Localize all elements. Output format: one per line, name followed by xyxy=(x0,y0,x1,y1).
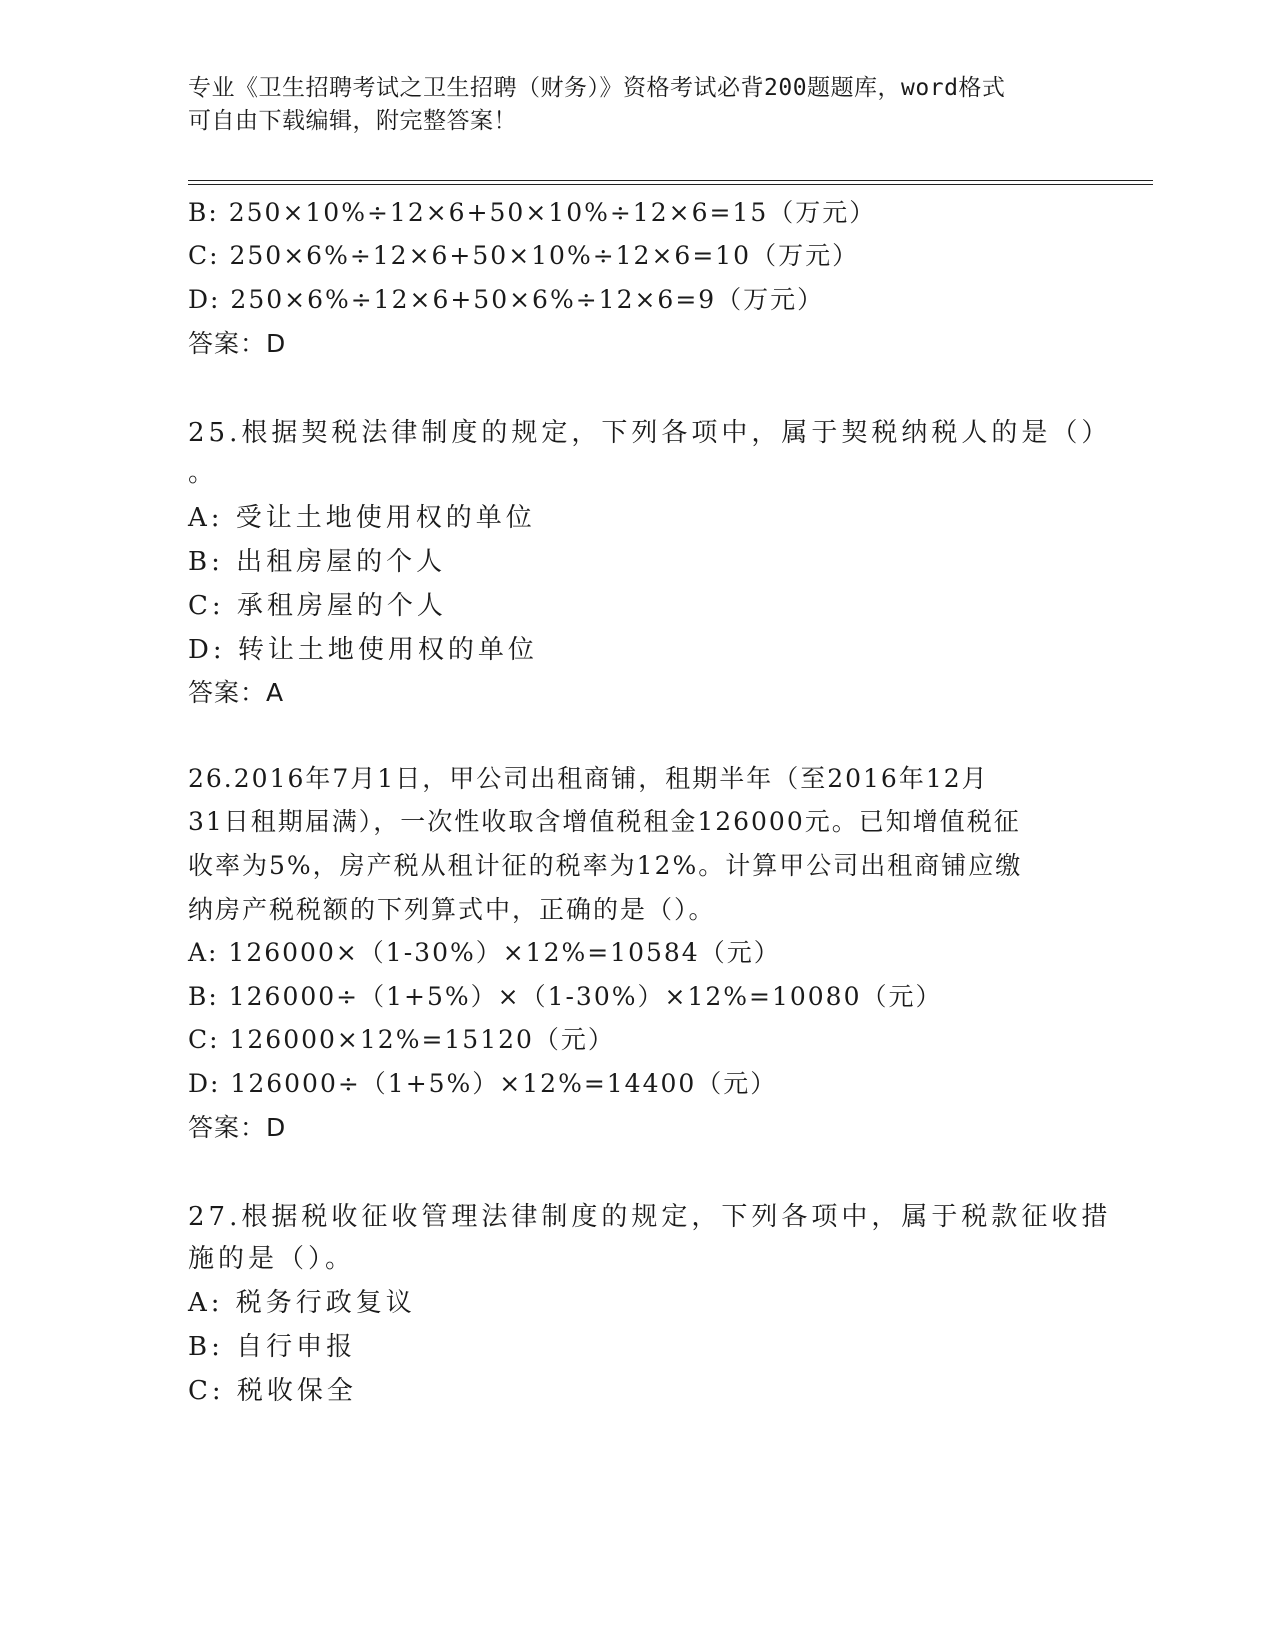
q25-answer: 答案：A xyxy=(188,678,285,707)
q25-stem-line-2: 。 xyxy=(188,458,219,488)
header-divider-top xyxy=(188,180,1153,181)
header-divider-bottom xyxy=(188,184,1153,185)
q27-stem-line-1: 27.根据税收征收管理法律制度的规定，下列各项中，属于税款征收措 xyxy=(188,1202,1112,1232)
header-line-2: 可自由下载编辑，附完整答案！ xyxy=(188,108,517,134)
q24-option-c: C: 250×6%÷12×6+50×10%÷12×6=10（万元） xyxy=(188,241,860,270)
q27-stem-line-2: 施的是（）。 xyxy=(188,1244,356,1274)
q26-option-c: C: 126000×12%=15120（元） xyxy=(188,1025,615,1054)
q27-option-b: B: 自行申报 xyxy=(188,1332,357,1362)
q26-option-b: B: 126000÷（1+5%）×（1-30%）×12%=10080（元） xyxy=(188,982,943,1011)
header-line-1: 专业《卫生招聘考试之卫生招聘（财务）》资格考试必背200题题库，word格式 xyxy=(188,75,1006,101)
q26-stem-line-4: 纳房产税税额的下列算式中，正确的是（）。 xyxy=(188,895,716,924)
q26-stem-line-3: 收率为5%，房产税从租计征的税率为12%。计算甲公司出租商铺应缴 xyxy=(188,851,1023,880)
document-header xyxy=(188,72,1088,138)
q27-option-c: C: 税收保全 xyxy=(188,1376,357,1406)
q26-option-a: A: 126000×（1-30%）×12%=10584（元） xyxy=(188,938,781,967)
q24-option-b: B: 250×10%÷12×6+50×10%÷12×6=15（万元） xyxy=(188,198,877,227)
q26-answer: 答案：D xyxy=(188,1113,287,1142)
q25-option-a: A: 受让土地使用权的单位 xyxy=(188,503,536,533)
q24-answer: 答案：D xyxy=(188,329,287,358)
q27-option-a: A: 税务行政复议 xyxy=(188,1288,416,1318)
q25-stem-line-1: 25.根据契税法律制度的规定，下列各项中，属于契税纳税人的是（） xyxy=(188,418,1112,448)
q25-option-d: D: 转让土地使用权的单位 xyxy=(188,635,538,665)
q26-option-d: D: 126000÷（1+5%）×12%=14400（元） xyxy=(188,1069,778,1098)
q25-option-c: C: 承租房屋的个人 xyxy=(188,591,447,621)
q26-stem-line-1: 26.2016年7月1日，甲公司出租商铺，租期半年（至2016年12月 xyxy=(188,764,989,793)
q26-stem-line-2: 31日租期届满），一次性收取含增值税租金126000元。已知增值税征 xyxy=(188,807,1021,836)
q24-option-d: D: 250×6%÷12×6+50×6%÷12×6=9（万元） xyxy=(188,285,825,314)
q25-option-b: B: 出租房屋的个人 xyxy=(188,547,447,577)
